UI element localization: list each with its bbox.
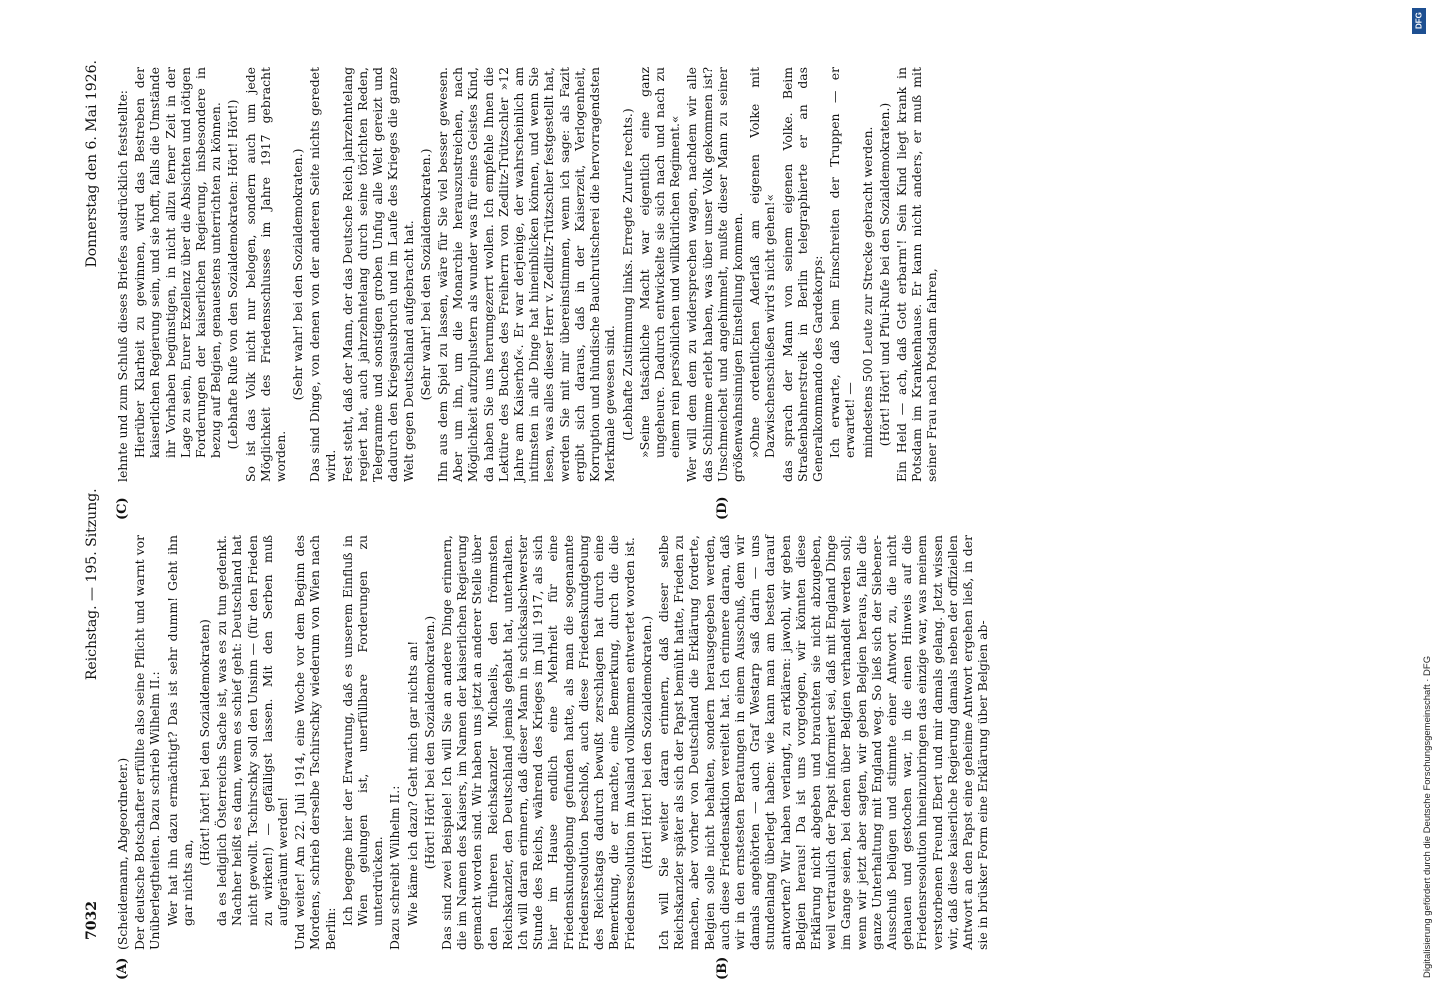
paragraph: Dazu schreibt Wilhelm II.: [387,785,403,950]
session-date: Donnerstag den 6. Mai 1926. [84,60,100,268]
paragraph: Und weiter! Am 22. Juli 1914, eine Woche vor dem Beginn des Mordens, schrieb derselbe Tschirschky wiederum von Wien nach Berlin: [292,535,338,950]
interjection: (Sehr wahr! bei den Sozialdemokraten.) [290,148,306,401]
interjection: (Hört! Hört! und Pfui-Rufe bei den Sozialdemokraten.) [876,102,892,447]
interjection: (Hört! Hört! bei den Sozialdemokraten.) [421,615,437,870]
dfg-logo: DFG [1412,8,1426,34]
left-column [115,535,992,950]
interjection: (Sehr wahr! bei den Sozialdemokraten.) [417,148,433,401]
right-column [115,67,942,482]
paragraph: das sprach der Mann von seinem eigenen Volke. Beim Straßenbahnerstreik in Berlin telegraphierte er an das Generalkommando des Gardekorps: [779,67,825,482]
quote: Ich erwarte, daß beim Einschreiten der Truppen — er erwartet! — [827,67,858,458]
margin-marker-b: (B) [715,956,730,980]
paragraph: Fest steht, daß der Mann, der das Deutsche Reich jahrzehntelang regiert hat, auch jahrzehntelang durch seine törichten Reden, Telegramme und sonstigen groben Unfug alle Welt gereizt und dadurch den Kriegsausbruch und im Laufe des Krieges die ganze Welt gegen Deutschland aufgebracht hat. [339,67,416,482]
interjection: (Hört! Hört! bei den Sozialdemokraten.) [638,615,654,870]
paragraph: Ich will Sie weiter daran erinnern, daß dieser selbe Reichskanzler später als sich der Papst bemüht hatte, Frieden zu machen, aber vorher von Deutschland die Erklärung forderte, Belgien solle nicht behalten, sondern herausgegeben werden, auch diese Friedensaktion vereitelt hat. Ich erinnere daran, daß wir in den ernstesten Beratungen in einem Ausschuß, dem wir damals angehörten — auch Graf Westarp saß darin — uns stundenlang überlegt haben: wie kann man am besten darauf antworten? Wir haben verlangt, zu erklären: jawohl, wir geben Belgien heraus! Da ist uns vorgelogen, wir könnten diese Erklärung nicht abgeben und brauchten sie nicht abzugeben, weil vertraulich der Papst informiert sei, daß mit England Dinge im Gange seien, bei denen über Belgien verhandelt werden soll; wenn wir jetzt aber sagten, wir geben Belgien heraus, falle die ganze Unterhaltung mit England weg. So ließ sich der Siebener-Ausschuß belügen und stimmte einer Antwort zu, die nicht gehauen und gestochen war, in die einen Hinweis auf die Friedensresolution hineinzubringen das einzige war, was meinem verstorbenen Freund Ebert und mir damals gelang. Jetzt wissen wir, daß diese kaiserliche Regierung damals neben der offiziellen Antwort an den Papst eine geheime Antwort ergehen ließ, in der sie in brüsker Form eine Erklärung über Belgien ab- [655,535,991,950]
paragraph: Das sind zwei Beispiele! Ich will Sie an andere Dinge erinnern, die im Namen des Kaisers, im Namen der kaiserlichen Regierung gemacht worden sind. Wir haben uns jetzt an anderer Stelle über den früheren Reichskanzler Michaelis, den frömmsten Reichskanzler, den Deutschland jemals gehabt hat, unterhalten. Ich will daran erinnern, daß dieser Mann in schicksalschwerster Stunde des Reichs, während des Krieges im Juli 1917, als sich hier im Hause endlich eine Mehrheit für eine Friedenskundgebung gefunden hatte, als man die sogenannte Friedensresolution beschloß, auch diese Friedenskundgebung des Reichstags dadurch bewußt zerschlagen hat durch eine Bemerkung, die er machte, eine Bemerkung, durch die die Friedensresolution im Ausland vollkommen entwertet worden ist. [439,535,637,950]
interjection: (Lebhafte Zustimmung links. Erregte Zurufe rechts.) [619,108,635,441]
quote: »Seine tatsächliche Macht war eigentlich eine ganz ungeheure. Dadurch entwickelte sie sich nach und nach zu einem rein persönlichen und willkürlichen Regiment.« [636,67,683,458]
quote: mindestens 500 Leute zur Strecke gebracht werden. [859,126,875,458]
paragraph: lehnte und zum Schluß dieses Briefes ausdrücklich feststellte: [115,90,130,482]
margin-marker-a: (A) [115,957,130,980]
credit-logo-text: DFG [1422,655,1433,676]
paragraph: Ihn aus dem Spiel zu lassen, wäre für Sie viel besser gewesen. Aber um ihn, um die Monarchie herauszustreichen, nach Möglichkeit aufzuplustern als wunder was für eines Geistes Kind, da haben Sie uns herumgezerrt wollen. Ich empfehle Ihnen die Lektüre des Buches des Freiherrn von Zedlitz-Trützschler »12 Jahre am Kaiserhof«. Er war derjenige, der wahrscheinlich am intimsten in alle Dinge hat hineinblicken können, und wenn Sie lesen, was alles dieser Herr v. Zedlitz-Trützschler festgestellt hat, werden Sie mit mir übereinstimmen, wenn ich sage: als Fazit ergibt sich daraus, daß in der Kaiserzeit, Verlogenheit, Korruption und hündische Bauchrutscherei die hervorragendsten Merkmale gewesen sind. [435,67,618,482]
quote: Ich begegne hier der Erwartung, daß es unserem Einfluß in Wien gelungen ist, unerfüllbare Forderungen zu unterdrücken. [339,535,386,926]
credit-label: Digitalisierung gefördert durch die Deutsche Forschungsgemeinschaft · [1422,675,1433,978]
paragraph: So ist das Volk nicht nur belogen, sondern auch um jede Möglichkeit des Friedensschlusses im Jahre 1917 gebracht worden. [242,67,289,482]
quote: Wie käme ich dazu? Geht mich gar nichts an! [404,640,420,926]
paragraph: Der deutsche Botschafter erfüllte also seine Pflicht und warnt vor Unüberlegtheiten. Dazu schrieb Wilhelm II.: [132,535,163,950]
rotated-document-page [84,50,1335,980]
quote: Hierüber Klarheit zu gewinnen, wird das Bestreben der kaiserlichen Regierung sein, und sie hofft, falls die Umstände ihr Vorhaben begünstigen, in nicht allzu ferner Zeit in der Lage zu sein, Eurer Exzellenz über die Absichten und nötigen Forderungen der kaiserlichen Regierung, insbesondere in bezug auf Belgien, genauestens unterrichten zu können. [132,67,224,458]
page-header [85,60,107,940]
margin-marker-d: (D) [715,496,730,520]
session-title: Reichstag. — 195. Sitzung. [84,488,100,681]
interjection: (Hört! hört! bei den Sozialdemokraten) [197,619,213,866]
speaker-label: (Scheidemann, Abgeordneter.) [115,757,130,950]
paragraph: Ein Held — ach, daß Gott erbarm'! Sein Kind liegt krank in Potsdam im Krankenhause. Er kann nicht anders, er muß mit seiner Frau nach Potsdam fahren, [893,67,940,482]
paragraph: Das sind Dinge, von denen von der anderen Seite nichts geredet wird. [307,67,338,482]
quote: da es lediglich Österreichs Sache ist, was es zu tun gedenkt. Nachher heißt es dann, wenn es schief geht: Deutschland hat nicht gewollt. Tschirschky soll den Unsinn — (für den Frieden zu wirken!) — gefälligst lassen. Mit den Serben muß aufgeräumt werden! [214,535,291,926]
quote: Wer hat ihn dazu ermächtigt? Das ist sehr dumm! Geht ihn gar nichts an, [164,535,195,926]
paragraph: Wer will dem dem zu widersprechen wagen, nachdem wir alle das Schlimme erlebt haben, was über unser Volk gekommen ist? Unschmeichelt und angehimmelt, mußte dieser Mann zu seiner größenwahnsinnigen Einstellung kommen. [684,67,745,482]
page-number: 7032 [84,901,100,940]
digitization-credit [1400,18,1433,978]
credit-text [1422,18,1434,978]
interjection: (Lebhafte Rufe von den Sozialdemokraten: Hört! Hört!) [225,99,241,450]
quote: »Ohne ordentlichen Aderlaß am eigenen Volke mit Dazwischenschießen wird's nicht gehen!« [747,67,778,458]
margin-marker-c: (C) [115,497,130,520]
